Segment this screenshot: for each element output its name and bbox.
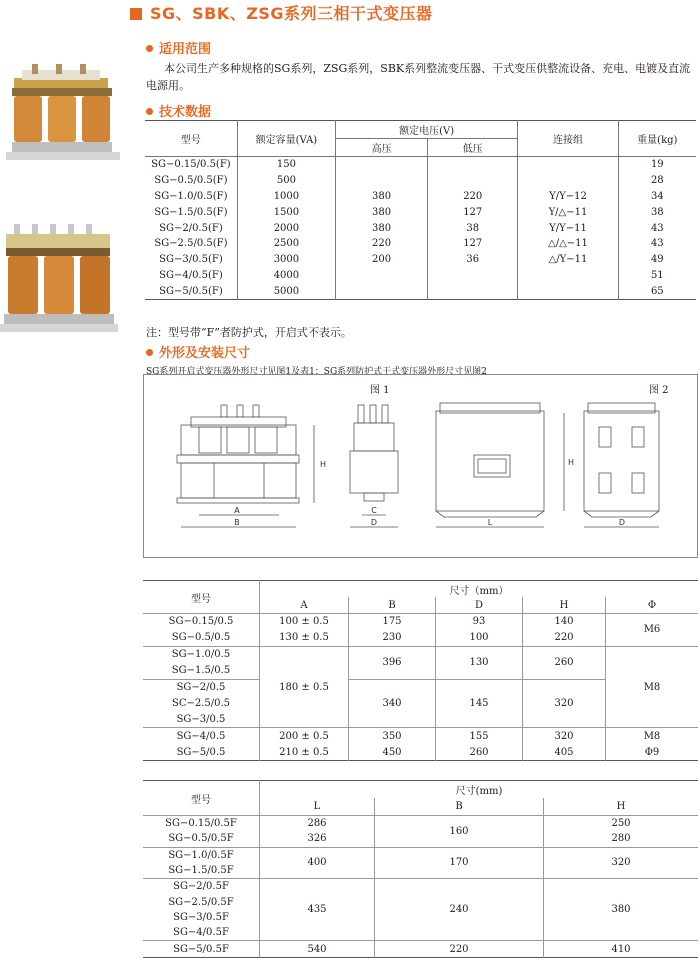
cell-cap: 5000 [237,283,335,299]
title-square-icon [130,8,142,20]
outline-drawing [143,374,698,558]
dim-label-H1: H [320,460,327,469]
cell-model: SG−0.5/0.5(F) [145,173,237,189]
cell-low: 127 [428,236,518,252]
table-row: SG−0.5/0.5 130 ± 0.5 230 100 220 [143,630,698,646]
protected-type-dimension-table [143,780,698,958]
cell-weight: 65 [650,285,664,297]
cell-model: SG−2/0.5(F) [145,220,237,236]
dimension-drawings [144,375,697,557]
cell-low [428,173,518,189]
dim-label-B: B [234,518,240,527]
t3-col-dims: 尺寸(mm) [455,786,503,797]
t2-col-D: D [436,597,523,614]
table-row: SG−4/0.5F [143,925,698,941]
dim-label-L: L [487,518,493,527]
col-weight: 重量(kg) [618,121,696,157]
cell-cap: 2000 [237,220,335,236]
transformer-photo-open [4,60,122,170]
dim-label-D1: D [370,518,378,527]
cell-conn: Y/Y−12 [518,189,618,205]
table-row: SG−5/0.5 210 ± 0.5 450 260 405 Φ9 [143,744,698,760]
cell-low [428,157,518,173]
cell-high: 380 [336,220,428,236]
cell-cap: 2500 [237,236,335,252]
cell-conn: △/Y−11 [518,252,618,268]
dim-label-A: A [234,506,240,515]
table-row [145,157,696,173]
cell-conn [518,173,618,189]
table-row: SG−1.0/0.5F 400 170 320 [143,847,698,863]
cell-high: 380 [336,204,428,220]
page-title: SG、SBK、ZSG系列三相干式变压器 [130,1,433,24]
cell-model: SG−4/0.5(F) [145,268,237,284]
cell-high: 380 [336,189,428,205]
cell-weight: 51 [650,269,664,281]
cell-cap: 1500 [237,204,335,220]
table-row [145,189,696,205]
section-tech-heading: 技术数据 [146,101,211,120]
t3-col-model: 型号 [143,781,260,816]
cell-cap: 1000 [237,189,335,205]
col-connection: 连接组 [518,121,618,157]
table-row: SG−3/0.5 [143,711,698,727]
bullet-icon [146,108,153,115]
t2-col-A: A [260,597,349,614]
dim-label-H2: H [568,458,575,467]
cell-conn: △/△−11 [518,236,618,252]
cell-conn [518,268,618,284]
table-row: SG−3/0.5F [143,910,698,925]
cell-model: SG−0.15/0.5(F) [145,157,237,173]
cell-model: SG−5/0.5(F) [145,283,237,299]
cell-high [336,157,428,173]
cell-model: SG−2.5/0.5(F) [145,236,237,252]
cell-weight: 49 [650,254,664,266]
table-row [145,173,696,189]
table-row: SG−5/0.5F 540 220 410 [143,941,698,957]
cell-high [336,283,428,299]
section-scope-heading: 适用范围 [146,38,211,57]
table-row [145,204,696,220]
cell-conn [518,157,618,173]
cell-conn: Y/△−11 [518,204,618,220]
t2-col-phi: Φ [606,597,699,614]
table-row: SG−0.5/0.5F 326 280 [143,831,698,847]
t2-col-model: 型号 [143,581,260,614]
cell-weight: 19 [650,159,664,171]
figure-caption: SG系列开启式变压器外形尺寸见图1及表1；SG系列防护式干式变压器外形尺寸见图2 [146,367,487,377]
cell-low [428,268,518,284]
figure-1-label: 图 1 [370,385,390,396]
section-dims-heading: 外形及安装尺寸 [146,342,250,361]
cell-low: 36 [428,252,518,268]
table-row [145,268,696,284]
t2-col-H: H [523,597,606,614]
cell-weight: 43 [650,238,664,250]
bullet-icon [146,45,153,52]
table-row: SG−0.15/0.5F 286 160 250 [143,816,698,832]
tech-data-table [145,120,696,300]
table-row: SG−2/0.5F 435 240 380 [143,879,698,895]
cell-low [428,283,518,299]
table-row [145,220,696,236]
table-row: SC−2.5/0.5 [143,695,698,711]
t3-col-H: H [544,798,699,816]
cell-low: 127 [428,204,518,220]
cell-high [336,173,428,189]
t3-col-L: L [260,798,375,816]
table-row: SG−1.0/0.5 180 ± 0.5 396 130 260 M8 [143,646,698,662]
intro-paragraph: 本公司生产多种规格的SG系列，ZSG系列，SBK系列整流变压器、干式变压供整流设备、充电、电镀及直流电源用。 [146,62,691,92]
table-row [145,283,696,299]
table-row: SG−1.5/0.5 [143,663,698,679]
cell-weight: 34 [650,190,664,202]
col-voltage: 额定电压(V) [336,121,518,139]
cell-low: 38 [428,220,518,236]
dim-label-C: C [371,506,377,515]
open-type-dimension-table [143,580,698,761]
col-high: 高压 [336,139,428,157]
model-note: 注：型号带“F”者防护式，开启式不表示。 [146,326,352,339]
t2-col-B: B [349,597,436,614]
cell-cap: 150 [237,157,335,173]
figure-2-label: 图 2 [649,385,669,396]
cell-model: SG−1.5/0.5(F) [145,204,237,220]
cell-high: 220 [336,236,428,252]
cell-high: 200 [336,252,428,268]
cell-model: SG−3/0.5(F) [145,252,237,268]
table-row [145,252,696,268]
cell-conn [518,283,618,299]
cell-conn: Y/Y−11 [518,220,618,236]
cell-model: SG−1.0/0.5(F) [145,189,237,205]
cell-low: 220 [428,189,518,205]
cell-cap: 3000 [237,252,335,268]
col-capacity: 额定容量(VA) [237,121,335,157]
cell-weight: 38 [650,206,664,218]
table-row: SG−1.5/0.5F [143,863,698,879]
table-row [145,236,696,252]
bullet-icon [146,349,153,356]
table-row: SG−4/0.5 200 ± 0.5 350 155 320 M8 [143,728,698,744]
t2-col-dims: 尺寸（mm） [449,585,509,597]
cell-high [336,268,428,284]
col-low: 低压 [428,139,518,157]
cell-weight: 28 [650,175,664,187]
dim-label-D2: D [618,518,626,527]
table-row: SG−2/0.5 340 145 320 [143,679,698,695]
cell-cap: 4000 [237,268,335,284]
t3-col-B: B [375,798,544,816]
transformer-photo-protected [0,222,118,340]
table-row: SG−0.15/0.5 100 ± 0.5 175 93 140 M6 [143,614,698,630]
col-model: 型号 [145,121,237,157]
cell-cap: 500 [237,173,335,189]
table-row: SG−2.5/0.5F [143,894,698,909]
cell-weight: 43 [650,222,664,234]
